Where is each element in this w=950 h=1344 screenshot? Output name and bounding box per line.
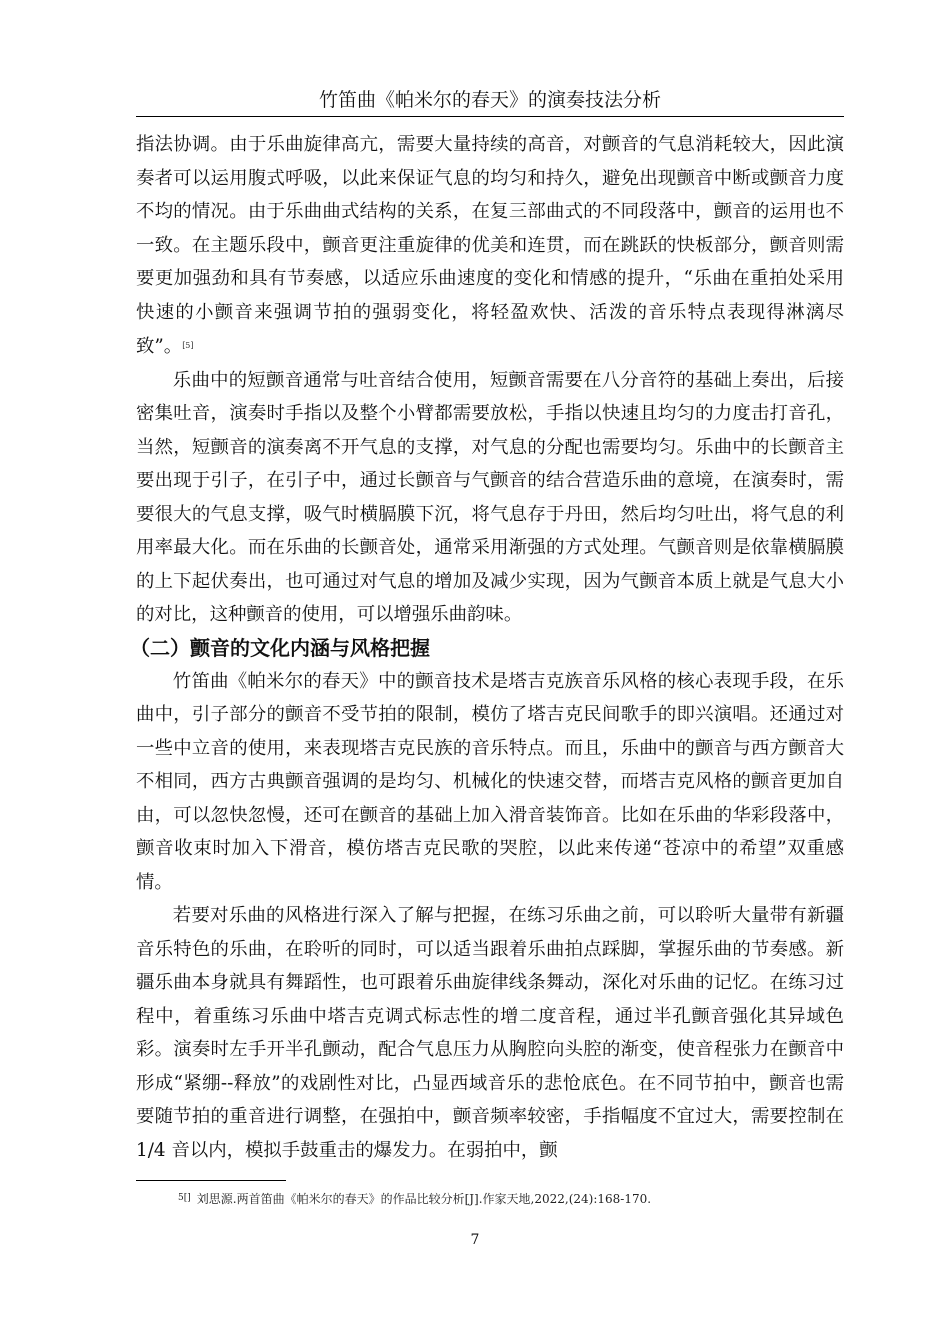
section-heading: （二）颤音的文化内涵与风格把握 (130, 635, 430, 660)
running-header: 竹笛曲《帕米尔的春天》的演奏技法分析 (318, 89, 661, 111)
footnote (178, 1190, 651, 1207)
footnote-text: 刘思源.两首笛曲《帕米尔的春天》的作品比较分析[J].作家天地,2022,(24):168-170. (196, 1192, 652, 1206)
paragraph-1-text: 指法协调。由于乐曲旋律高亢，需要大量持续的高音，对颤音的气息消耗较大，因此演奏者可以运用腹式呼吸，以此来保证气息的均匀和持久，避免出现颤音中断或颤音力度不均的情况。由于乐曲曲式结构的关系，在复三部曲式的不同段落中，颤音的运用也不一致。在主题乐段中，颤音更注重旋律的优美和连贯，而在跳跃的快板部分，颤音则需要更加强劲和具有节奏感，以适应乐曲速度的变化和情感的提升，“乐曲在重拍处采用快速的小颤音来强调节拍的强弱变化，将轻盈欢快、活泼的音乐特点表现得淋漓尽致”。 (136, 134, 844, 357)
footnote-number: 5[] (178, 1193, 191, 1203)
paragraph-1 (136, 128, 844, 364)
footnote-divider (136, 1180, 286, 1181)
header-divider (136, 116, 844, 117)
paragraph-3: 竹笛曲《帕米尔的春天》中的颤音技术是塔吉克族音乐风格的核心表现手段，在乐曲中，引子部分的颤音不受节拍的限制，模仿了塔吉克民间歌手的即兴演唱。还通过对一些中立音的使用，来表现塔吉克民族的音乐特点。而且，乐曲中的颤音与西方颤音大不相同，西方古典颤音强调的是均匀、机械化的快速交替，而塔吉克风格的颤音更加自由，可以忽快忽慢，还可在颤音的基础上加入滑音装饰音。比如在乐曲的华彩段落中，颤音收束时加入下滑音，模仿塔吉克民歌的哭腔，以此来传递“苍凉中的希望”双重感情。 (136, 670, 844, 893)
citation-mark[interactable]: [5] (182, 341, 194, 350)
page-number: 7 (470, 1232, 480, 1248)
paragraph-2: 乐曲中的短颤音通常与吐音结合使用，短颤音需要在八分音符的基础上奏出，后接密集吐音，演奏时手指以及整个小臂都需要放松，手指以快速且均匀的力度击打音孔，当然，短颤音的演奏离不开气息的支撑，对气息的分配也需要均匀。乐曲中的长颤音主要出现于引子，在引子中，通过长颤音与气颤音的结合营造乐曲的意境，在演奏时，需要很大的气息支撑，吸气时横膈膜下沉，将气息存于丹田，然后均匀吐出，将气息的利用率最大化。而在乐曲的长颤音处，通常采用渐强的方式处理。气颤音则是依靠横膈膜的上下起伏奏出，也可通过对气息的增加及减少实现，因为气颤音本质上就是气息大小的对比，这种颤音的使用，可以增强乐曲韵味。 (136, 369, 844, 625)
body-text (130, 128, 844, 1167)
paragraph-4: 若要对乐曲的风格进行深入了解与把握，在练习乐曲之前，可以聆听大量带有新疆音乐特色的乐曲，在聆听的同时，可以适当跟着乐曲拍点踩脚，掌握乐曲的节奏感。新疆乐曲本身就具有舞蹈性，也可跟着乐曲旋律线条舞动，深化对乐曲的记忆。在练习过程中，着重练习乐曲中塔吉克调式标志性的增二度音程，通过半孔颤音强化其异域色彩。演奏时左手开半孔颤动，配合气息压力从胸腔向头腔的渐变，使音程张力在颤音中形成“紧绷--释放”的戏剧性对比，凸显西域音乐的悲怆底色。在不同节拍中，颤音也需要随节拍的重音进行调整，在强拍中，颤音频率较密，手指幅度不宜过大，需要控制在 1/4 音以内，模拟手鼓重击的爆发力。在弱拍中，颤 (136, 905, 844, 1161)
